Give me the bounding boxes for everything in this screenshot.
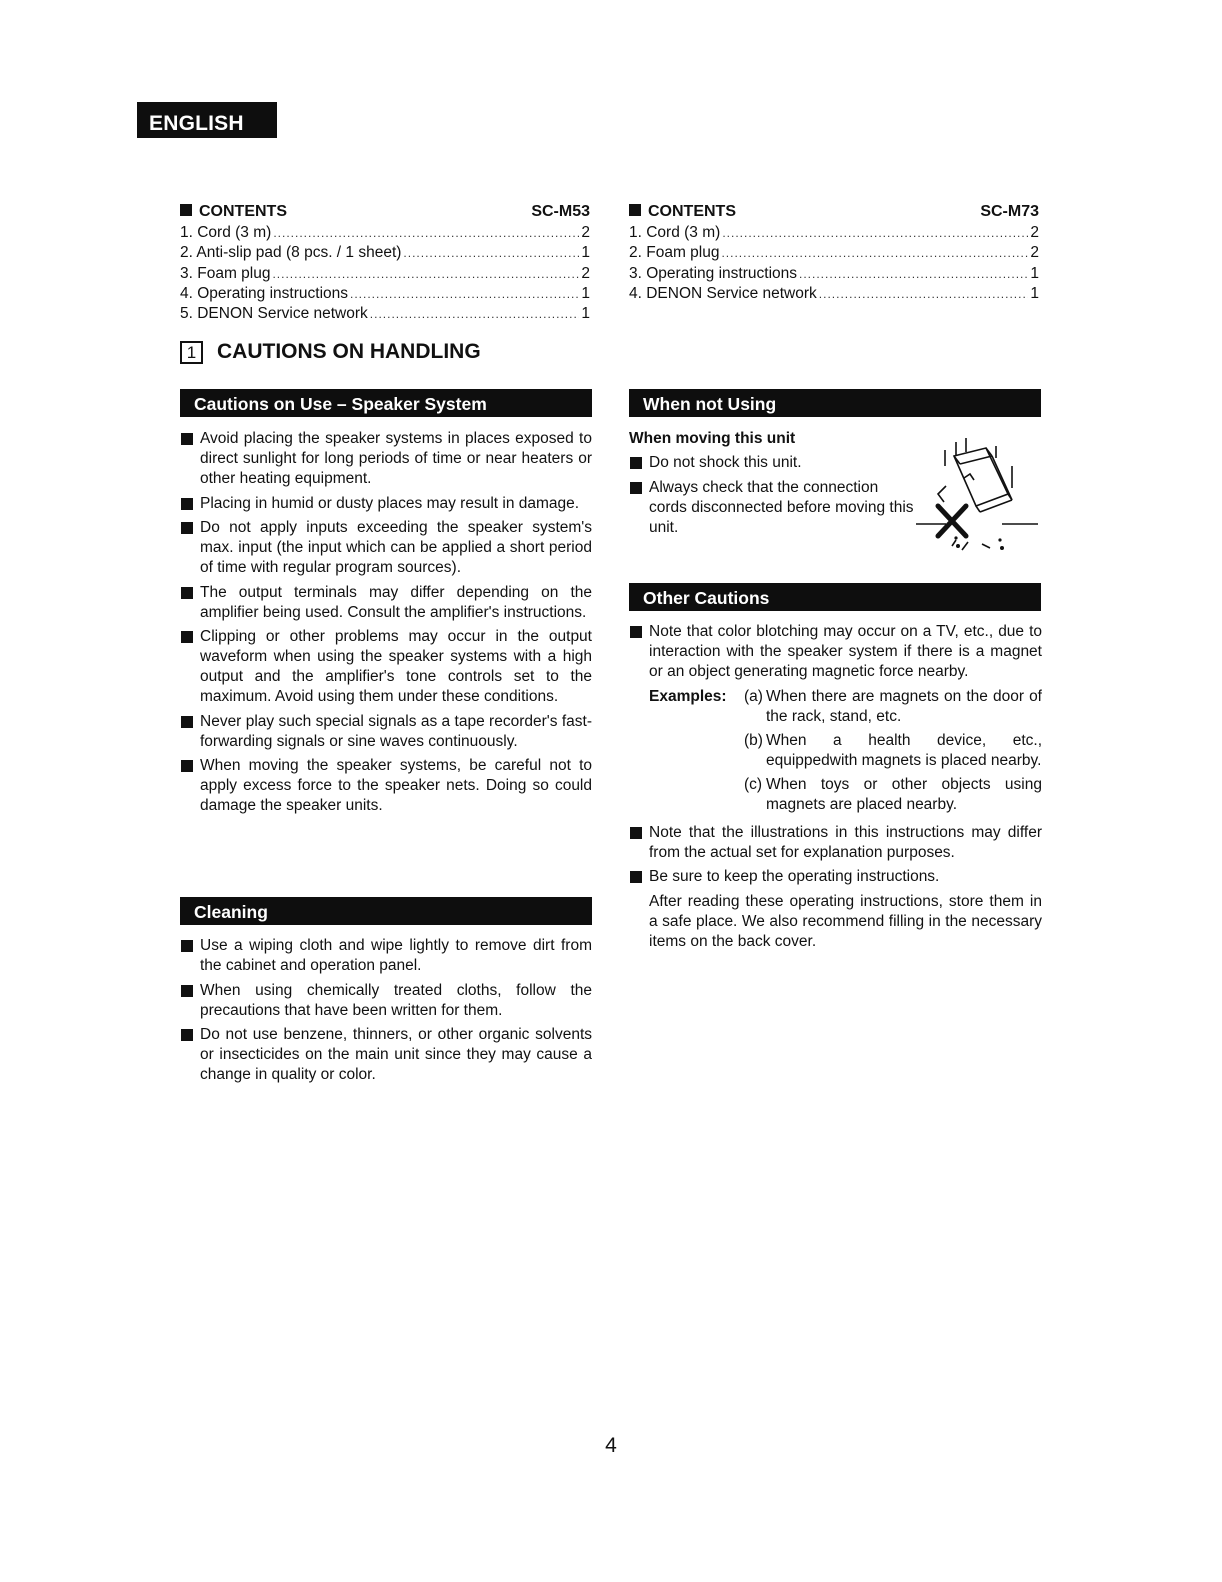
list-item	[629, 453, 915, 473]
bullet-text: Note that the illustrations in this instructions may differ from the actual set for explanation purposes.	[649, 823, 1042, 861]
bullet-text: The output terminals may differ depending on the amplifier being used. Consult the amplifier's instructions.	[200, 583, 592, 621]
no-shock-speaker-illustration	[916, 436, 1040, 558]
square-bullet-icon	[181, 498, 193, 510]
example-text: When toys or other objects using magnets are placed nearby.	[766, 775, 1042, 813]
cleaning-header: Cleaning	[180, 897, 592, 925]
bullet-text: When using chemically treated cloths, follow the precautions that have been written for them.	[200, 981, 592, 1019]
bullet-text: Placing in humid or dusty places may result in damage.	[200, 494, 580, 512]
contents-item	[180, 304, 590, 324]
contents-item	[629, 223, 1039, 243]
square-bullet-icon	[630, 827, 642, 839]
square-bullet-icon	[629, 204, 641, 216]
contents-heading: CONTENTS	[199, 203, 287, 220]
example-item	[744, 687, 1042, 727]
item-label: 4. DENON Service network	[629, 284, 817, 302]
other-cautions-header: Other Cautions	[629, 583, 1041, 611]
list-item	[180, 518, 592, 578]
example-text: When there are magnets on the door of the rack, stand, etc.	[766, 687, 1042, 725]
list-item	[180, 981, 592, 1021]
moving-subheading: When moving this unit	[629, 430, 796, 447]
item-label: 4. Operating instructions	[180, 284, 349, 302]
contents-heading: CONTENTS	[648, 203, 736, 220]
bullet-text: Note that color blotching may occur on a TV, etc., due to interaction with the speaker system if there is a magnet or an object generating magnetic force nearby.	[649, 623, 1042, 680]
item-qty: 2	[581, 264, 590, 282]
list-item	[180, 1025, 592, 1085]
section-number-box: 1	[180, 341, 203, 364]
list-item	[180, 936, 592, 976]
cleaning-list	[180, 936, 592, 1090]
square-bullet-icon	[630, 871, 642, 883]
example-key: (a)	[744, 687, 763, 705]
bullet-text: Never play such special signals as a tape recorder's fast-forwarding signals or sine waves continuously.	[200, 712, 592, 750]
item-qty: 1	[581, 244, 590, 262]
example-key: (b)	[744, 731, 763, 749]
list-item	[180, 494, 592, 514]
item-label: 3. Operating instructions	[629, 264, 798, 282]
leader-dots	[403, 243, 579, 263]
contents-item	[180, 243, 590, 263]
list-item	[180, 429, 592, 489]
model-label: SC-M73	[980, 203, 1039, 220]
square-bullet-icon	[630, 626, 642, 638]
item-label: 2. Anti-slip pad (8 pcs. / 1 sheet)	[180, 244, 402, 262]
square-bullet-icon	[181, 587, 193, 599]
square-bullet-icon	[181, 760, 193, 772]
item-qty: 1	[581, 305, 590, 323]
list-item	[629, 823, 1042, 863]
model-label: SC-M53	[531, 203, 590, 220]
contents-item	[629, 243, 1039, 263]
item-label: 1. Cord (3 m)	[180, 224, 272, 242]
bullet-text: Always check that the connection cords disconnected before moving this unit.	[649, 478, 914, 536]
contents-list-sc-m73	[629, 202, 1039, 304]
bullet-text: Do not apply inputs exceeding the speaker system's max. input (the input which can be applied a short period of time with regular program sources).	[200, 519, 592, 576]
square-bullet-icon	[181, 716, 193, 728]
example-item	[744, 731, 1042, 771]
item-label: 2. Foam plug	[629, 244, 720, 262]
example-key: (c)	[744, 775, 763, 793]
cautions-use-header: Cautions on Use – Speaker System	[180, 389, 592, 417]
square-bullet-icon	[181, 940, 193, 952]
contents-item	[629, 264, 1039, 284]
item-qty: 2	[581, 224, 590, 242]
item-label: 3. Foam plug	[180, 264, 271, 282]
examples-label: Examples:	[649, 687, 727, 705]
item-qty: 2	[1030, 244, 1039, 262]
square-bullet-icon	[181, 631, 193, 643]
leader-dots	[722, 223, 1028, 243]
item-label: 5. DENON Service network	[180, 305, 368, 323]
leader-dots	[721, 243, 1028, 263]
other-cautions-list	[629, 622, 1042, 956]
square-bullet-icon	[630, 457, 642, 469]
closing-paragraph: After reading these operating instructions, store them in a safe place. We also recommend filling in the necessary items on the back cover.	[649, 892, 1042, 950]
item-qty: 2	[1030, 224, 1039, 242]
list-item	[180, 627, 592, 707]
bullet-text: Do not use benzene, thinners, or other organic solvents or insecticides on the main unit since they may cause a change in quality or color.	[200, 1026, 592, 1083]
contents-item	[629, 284, 1039, 304]
square-bullet-icon	[181, 433, 193, 445]
contents-header	[629, 202, 1039, 222]
bullet-text: Avoid placing the speaker systems in places exposed to direct sunlight for long periods of time or near heaters or other heating equipment.	[200, 430, 592, 487]
bullet-text: Use a wiping cloth and wipe lightly to remove dirt from the cabinet and operation panel.	[200, 937, 592, 974]
square-bullet-icon	[181, 1029, 193, 1041]
contents-item	[180, 223, 590, 243]
list-item	[629, 622, 1042, 682]
bullet-text: Be sure to keep the operating instructions.	[649, 868, 940, 885]
leader-dots	[799, 264, 1028, 284]
list-item	[180, 583, 592, 623]
item-qty: 1	[581, 284, 590, 302]
page-number: 4	[605, 1434, 617, 1457]
leader-dots	[350, 284, 579, 304]
list-item	[180, 756, 592, 816]
bullet-text: When moving the speaker systems, be careful not to apply excess force to the speaker nets. Doing so could damage the speaker units.	[200, 757, 592, 814]
examples-block	[629, 687, 1042, 819]
not-using-header: When not Using	[629, 389, 1041, 417]
list-item	[629, 867, 1042, 887]
example-item	[744, 775, 1042, 815]
square-bullet-icon	[181, 522, 193, 534]
examples-items	[744, 687, 1042, 819]
cautions-use-list	[180, 429, 592, 821]
square-bullet-icon	[180, 204, 192, 216]
list-item	[180, 712, 592, 752]
bullet-text: Do not shock this unit.	[649, 454, 802, 471]
leader-dots	[273, 223, 579, 243]
bullet-text: Clipping or other problems may occur in the output waveform when using the speaker systems with a high output and the amplifier's tone controls set to the maximum. Avoid using them under these conditions.	[200, 628, 592, 705]
list-item	[629, 478, 915, 538]
example-text: When a health device, etc., equippedwith magnets is placed nearby.	[766, 731, 1042, 769]
item-qty: 1	[1030, 264, 1039, 282]
leader-dots	[370, 304, 580, 324]
item-qty: 1	[1030, 284, 1039, 302]
leader-dots	[819, 284, 1029, 304]
contents-list-sc-m53	[180, 202, 590, 324]
language-tab: ENGLISH	[137, 102, 277, 138]
not-using-list	[629, 429, 915, 542]
contents-item	[180, 264, 590, 284]
section-title	[180, 340, 481, 364]
contents-header	[180, 202, 590, 222]
section-title-text: CAUTIONS ON HANDLING	[217, 340, 481, 363]
contents-item	[180, 284, 590, 304]
square-bullet-icon	[181, 985, 193, 997]
leader-dots	[272, 264, 579, 284]
item-label: 1. Cord (3 m)	[629, 224, 721, 242]
square-bullet-icon	[630, 482, 642, 494]
